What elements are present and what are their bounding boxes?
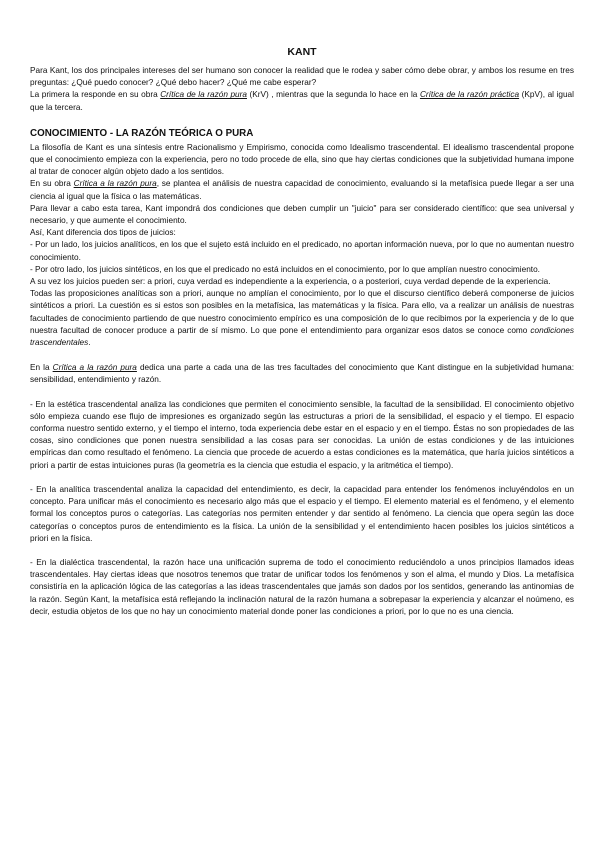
p9-text-b: dedica una parte a cada una de las tres facultades del conocimiento que Kant distingue en la subjetividad humana: sensibilidad, entendimiento y razón. xyxy=(30,363,574,385)
section-paragraph-7: A su vez los juicios pueden ser: a priori, cuya verdad es independiente a la experiencia, o a posteriori, cuya verdad depende de la experiencia. xyxy=(30,277,551,287)
p8-text-a: Todas las proposiciones analíticas son a priori, aunque no amplían el conocimiento, por lo que el discurso científico deberá componerse de juicios sintéticos a priori. La cuestión es si estos son posibles en la metafísica, las matemáticas y la física. Para ello, va a realizar un análisis de nuestras facultades de conocimiento partiendo de que nuestro conocimiento empírico es una composición de lo que recibimos por la experiencia y de lo que nuestra facultad de conocer produce a partir de sí mismo. Lo que pone el entendimiento para organizar esos datos se conoce como xyxy=(30,289,574,335)
krv-reference: Crítica a la razón pura xyxy=(52,363,137,373)
kpv-reference: Crítica de la razón práctica xyxy=(419,90,520,100)
synthetic-judgments-item: - Por otro lado, los juicios sintéticos, en los que el predicado no está incluidos en el conocimiento, por lo que amplían nuestro conocimiento. xyxy=(30,264,540,274)
intro-paragraph-2 xyxy=(30,89,574,113)
p9-text-a: En la xyxy=(30,363,53,373)
transcendental-aesthetic-paragraph: - En la estética trascendental analiza las condiciones que permiten el conocimiento sensible, la facultad de la sensibilidad. El conocimiento objetivo sólo empieza cuando ese flujo de impresiones es organizado según las estructuras a priori de la sensibilidad, el espacio y el tiempo. El espacio conforma nuestro sentido externo, y el tiempo el interno, toda experiencia debe estar en el espacio y en el tiempo. Éstas no son propiedades de las cosas, sino condiciones que ponen nuestra sensibilidad a las cosas para ser conocidas. La unión de estas condiciones y de las intuiciones empíricas dan como resultado el fenómeno. La ciencia que procede de acuerdo a estas condiciones es la matemática, que haría juicios sintéticos a priori a partir de estas intuiciones puras (la geometría es la ciencia que estudia el espacio, y la aritmética el tiempo). xyxy=(30,399,574,470)
transcendental-conditions-term: condiciones trascendentales xyxy=(30,325,574,348)
transcendental-analytic-paragraph: - En la analítica trascendental analiza la capacidad del entendimiento, es decir, la capacidad para entender los fenómenos incluyéndolos en un concepto. Para unificar más el conocimiento es necesario algo más que el espacio y el tiempo. El elemento material es el fenómeno, y el elemento formal los conceptos puros o categorías. Las categorías nos permiten entender y dar sentido al fenómeno. La ciencia que opera según las doce categorías o conceptos puros de entendimiento es la física. La unión de la sensibilidad y el entendimiento hacen posibles los juicios sintéticos a priori en la física. xyxy=(30,484,574,543)
spacer xyxy=(30,545,574,557)
p8-text-b: . xyxy=(88,338,91,348)
document-title: KANT xyxy=(287,46,317,58)
transcendental-dialectic-paragraph: - En la dialéctica trascendental, la razón hace una unificación suprema de todo el conocimiento reduciéndolo a unos principios llamados ideas trascendentales. Hay ciertas ideas que nosotros tenemos que tratar de unificar todos los fenómenos y son el alma, el mundo y Dios. La metafísica consistiría en la aplicación lógica de las categorías a las ideas trascendentales que jamás son dados por los sentidos, generando las antinomias de la razón. Según Kant, la metafísica está reflejando la inclinación natural de la razón humana a sobrepasar la experiencia y alcanzar el noúmeno, es decir, estudia objetos de los que no hay un conocimiento material donde poner las condiciones a priori, por lo que no es una ciencia. xyxy=(30,557,574,616)
analytic-judgments-item: - Por un lado, los juicios analíticos, en los que el sujeto está incluido en el predicado, no aportan información nueva, por lo que no aumentan nuestro conocimiento. xyxy=(30,240,574,262)
section-heading: CONOCIMIENTO - LA RAZÓN TEÓRICA O PURA xyxy=(30,127,254,139)
spacer xyxy=(30,472,574,484)
intro-paragraph-1: Para Kant, los dos principales intereses del ser humano son conocer la realidad que le rodea y saber cómo debe obrar, y ambos los resume en tres preguntas: ¿Qué puedo conocer? ¿Qué debo hacer? ¿Qué me cabe esperar? xyxy=(30,66,574,88)
spacer xyxy=(30,114,574,127)
p2-text-b: , se plantea el análisis de nuestra capacidad de conocimiento, evaluando si la metafísica puede llegar a ser una ciencia al igual que la física o las matemáticas. xyxy=(30,179,574,201)
section-paragraph-4: Así, Kant diferencia dos tipos de juicios: xyxy=(30,228,176,238)
section-paragraph-9 xyxy=(30,362,574,386)
p2-text-a: En su obra xyxy=(30,179,74,189)
document-page xyxy=(30,45,574,618)
section-paragraph-3: Para llevar a cabo esta tarea, Kant impondrá dos condiciones que deben cumplir un "juicio" para ser considerado científico: que sea universal y necesario, y que aumente el conocimiento. xyxy=(30,203,574,226)
section-paragraph-8 xyxy=(30,288,574,349)
section-paragraph-1: La filosofía de Kant es una síntesis entre Racionalismo y Empirismo, conocida como Idealismo trascendental. El idealismo trascendental propone que el conocimiento empieza con la experiencia, pero no todo procede de ella, sino que hay ciertas condiciones que la subjetividad humana impone al tratar de conocer algún objeto dado a los sentidos. xyxy=(30,142,574,177)
krv-reference: Crítica a la razón pura xyxy=(73,179,157,189)
intro-text-c: (KpV), al igual que la tercera. xyxy=(30,90,574,112)
krv-reference: Crítica de la razón pura xyxy=(160,90,247,100)
spacer xyxy=(30,349,574,362)
section-paragraph-2 xyxy=(30,178,574,202)
spacer xyxy=(30,387,574,399)
intro-text-a: La primera la responde en su obra xyxy=(30,90,161,100)
intro-text-b: (KrV) , mientras que la segunda lo hace en la xyxy=(246,90,420,100)
